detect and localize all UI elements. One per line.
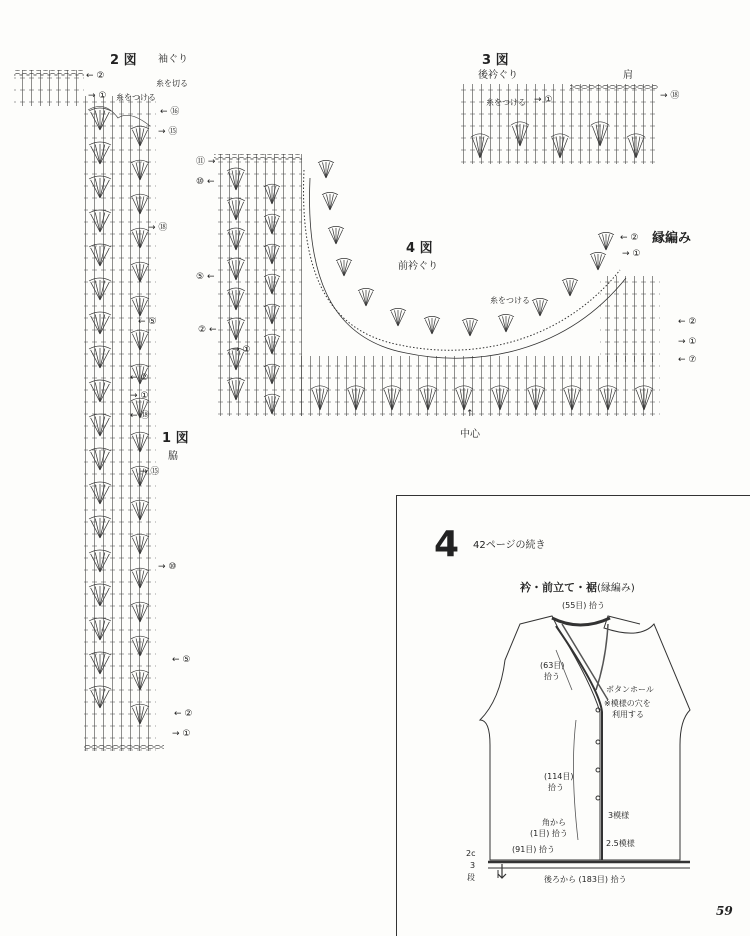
fan-shell (336, 258, 352, 276)
section-continued: 42ページの続き (473, 540, 546, 551)
section-number: 4 (434, 524, 460, 565)
fig2-title: 袖ぐり (158, 54, 188, 65)
fig3-shoulder: 肩 (623, 70, 633, 81)
label-rows-3: 段 (467, 873, 475, 882)
fig2-arrow-row: ← ⑯ (160, 107, 180, 117)
label-pattern-hole-2: 利用する (612, 710, 644, 719)
label-pattern-hole: ※模様の穴を (604, 699, 651, 708)
fig1-arrow-row: → ⑩ (158, 562, 177, 572)
section-heading: 衿・前立て・裾(縁編み) (520, 581, 635, 594)
fig4-left-arrow: ⑤ ← (196, 272, 215, 282)
fig4-right-arrow: ← ⑦ (678, 355, 697, 365)
label-back-neck: (55目) 拾う (562, 601, 605, 610)
fig1-arrow-row: ← ⑤ (138, 317, 157, 327)
page-number: 59 (716, 904, 733, 918)
fig2-arrow-row: → ① (88, 91, 107, 101)
fig4-center-arrow: ↑ (466, 409, 474, 419)
fig1-arrow-row: → ① (130, 391, 149, 401)
fig3-chart (458, 84, 658, 164)
fig3-arrow-row: → ⑱ (660, 91, 680, 101)
fig2-arrow-row: ← ② (86, 71, 105, 81)
label-two-five-pattern: 2.5模様 (606, 839, 635, 848)
fig1-number: 1 図 (162, 431, 189, 446)
fig1-arrow-row: ← ⑱ (130, 411, 150, 421)
fig3-number: 3 図 (482, 53, 509, 68)
fig4-edge-arrow: ← ② (620, 233, 639, 243)
fig4-edge-arrow: → ① (622, 249, 641, 259)
fig4-left-arrow: → ① (232, 345, 251, 355)
fan-shell (598, 232, 614, 250)
fig2-attach-note: 糸をつける (116, 93, 156, 102)
fig2-arrow-row: → ⑮ (158, 127, 178, 137)
fig1-arrow-row: ← ② (174, 709, 193, 719)
fan-shell (462, 318, 478, 336)
fig3-title: 後衿ぐり (478, 70, 518, 81)
fig1-arrow-row: → ⑮ (140, 467, 160, 477)
fig1-title: 脇 (168, 451, 178, 462)
label-three-pattern: 3模様 (608, 811, 630, 820)
fan-shell (318, 160, 334, 178)
fan-shell (498, 314, 514, 332)
fig2-number: 2 図 (110, 53, 137, 68)
fig1-arrow-row: → ⑱ (148, 223, 168, 233)
fig4-chart (214, 154, 660, 416)
fan-shell (358, 288, 374, 306)
label-rows-2: 3 (470, 861, 476, 870)
label-back-hem: 後ろから (183目) 拾う (544, 875, 627, 884)
fig3-arrow-row: → ① (534, 95, 553, 105)
label-front-neck-2: 拾う (544, 672, 560, 681)
label-front-edge: (114目) (544, 772, 574, 781)
fan-shell (328, 226, 344, 244)
fig1-arrow-row: ← ② (130, 373, 149, 383)
fig4-left-arrow: ⑩ ← (196, 177, 215, 187)
fan-shell (562, 278, 578, 296)
fig4-attach-note: 糸をつける (490, 296, 530, 305)
fan-shell (424, 316, 440, 334)
fan-shell (390, 308, 406, 326)
fig4-center-label: 中心 (460, 429, 480, 440)
label-rows: 2c (466, 849, 476, 858)
fig2-cut-note: 糸を切る (156, 79, 188, 88)
fig4-right-arrow: ← ② (678, 317, 697, 327)
fan-shell (322, 192, 338, 210)
label-corner-2: (1目) 拾う (530, 829, 568, 838)
label-front-edge-2: 拾う (548, 783, 564, 792)
fig1-arrow-row: → ① (172, 729, 191, 739)
fig4-right-arrow: → ① (678, 337, 697, 347)
fig4-left-arrow: ② ← (198, 325, 217, 335)
fig3-attach-note: 糸をつける (486, 98, 526, 107)
label-hem-left: (91目) 拾う (512, 845, 555, 854)
fan-shell (590, 252, 606, 270)
label-front-neck: (63目) (540, 661, 565, 670)
fig1-arrow-row: ← ⑤ (172, 655, 191, 665)
label-buttonhole: ボタンホール (606, 685, 654, 694)
label-corner: 角から (542, 818, 566, 827)
fig4-left-arrow: ⑪ → (196, 157, 216, 167)
fig4-title: 前衿ぐり (398, 261, 438, 272)
fan-shell (532, 298, 548, 316)
fig4-number: 4 図 (406, 241, 433, 256)
fig4-edging-label: 縁編み (652, 231, 692, 246)
